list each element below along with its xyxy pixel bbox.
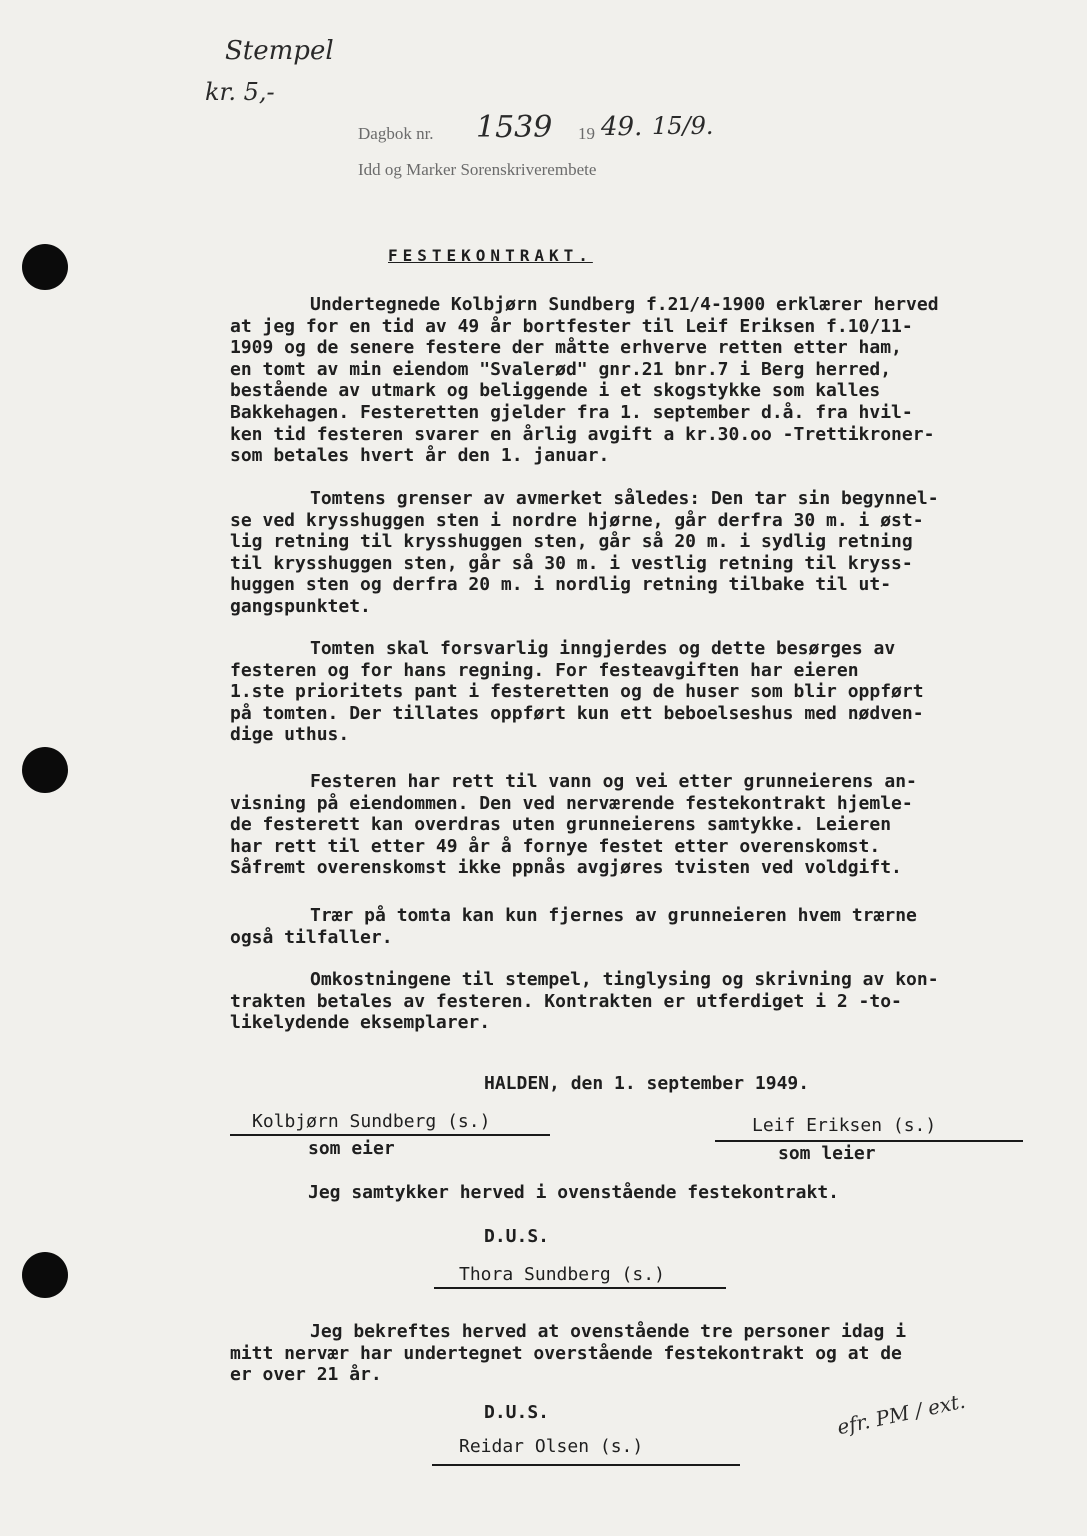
paragraph-6: Omkostningene til stempel, tinglysing og skrivning av kon- trakten betales av festeren. Kontrakten er utferdiget i 2 -to- likelydende eksemplarer. [230,969,939,1034]
dus-2: D.U.S. [484,1402,550,1423]
signature-consent-name: Thora Sundberg (s.) [459,1264,665,1285]
stamp-dagbok-label: Dagbok nr. [358,124,434,143]
place-date: HALDEN, den 1. september 1949. [484,1073,810,1094]
signature-witness-name: Reidar Olsen (s.) [459,1436,644,1457]
paragraph-1: Undertegnede Kolbjørn Sundberg f.21/4-1900 erklærer herved at jeg for en tid av 49 år bortfester til Leif Eriksen f.10/11- 1909 og de senere festere der måtte erhverve retten etter ham, en tomt av min eiendom "Svalerød" gnr.21 bnr.7 i Berg herred, bestående av utmark og beliggende i et skogstykke som kalles Bakkehagen. Festeretten gjelder fra 1. september d.å. fra hvil- ken tid festeren svarer en årlig avgift a kr.30.oo -Trettikroner- som betales hvert år den 1. januar. [230,294,939,467]
signature-owner-name: Kolbjørn Sundberg (s.) [252,1111,491,1132]
signature-line-lessee [715,1140,1023,1142]
paragraph-4: Festeren har rett til vann og vei etter grunneierens an- visning på eiendommen. Den ved nerværende festekontrakt hjemle- de festerett kan overdras uten grunneierens samtykke. Leieren har rett til etter 49 år å fornye festet etter overenskomst. Såfremt overenskomst ikke ppnås avgjøres tvisten ved voldgift. [230,771,917,879]
signature-line-owner [230,1134,550,1136]
stamp-year-prefix: 19 [578,124,595,143]
punch-hole-top [22,244,68,290]
signature-line-consent [434,1287,726,1289]
paragraph-5: Trær på tomta kan kun fjernes av grunneieren hvem trærne også tilfaller. [230,905,917,948]
consent-statement: Jeg samtykker herved i ovenstående festekontrakt. [308,1182,840,1203]
punch-hole-bottom [22,1252,68,1298]
margin-note-stempel: Stempel [225,36,334,66]
signature-lessee-role: som leier [778,1143,876,1164]
stamp-dagbok-number: 1539 [476,110,553,145]
stamp-year-suffix: 49. [601,112,643,142]
stamp-date: 15/9. [652,112,714,140]
initials-note: efr. PM / ext. [834,1388,968,1440]
signature-owner-role: som eier [308,1138,395,1159]
signature-lessee-name: Leif Eriksen (s.) [752,1115,937,1136]
document-title: FESTEKONTRAKT. [388,246,593,265]
signature-line-witness [432,1464,740,1466]
margin-note-kr: kr. 5,- [205,78,275,106]
punch-hole-middle [22,747,68,793]
paragraph-3: Tomten skal forsvarlig inngjerdes og dette besørges av festeren og for hans regning. For festeavgiften har eieren 1.ste prioritets pant i festeretten og de huser som blir oppført på tomten. Der tillates oppført kun ett beboelseshus med nødven- dige uthus. [230,638,924,746]
paragraph-2: Tomtens grenser av avmerket således: Den tar sin begynnel- se ved krysshuggen sten i nordre hjørne, går derfra 30 m. i øst- lig retning til krysshuggen sten, går så 20 m. i sydlig retning til krysshuggen sten, går så 30 m. i vestlig retning til kryss- huggen sten og derfra 20 m. i nordlig retning tilbake til ut- gangspunktet. [230,488,939,617]
dus-1: D.U.S. [484,1226,550,1247]
confirmation-paragraph: Jeg bekreftes herved at ovenstående tre personer idag i mitt nervær har undertegnet overstående festekontrakt og at de er over 21 år. [230,1321,907,1386]
stamp-office: Idd og Marker Sorenskriverembete [358,160,597,179]
